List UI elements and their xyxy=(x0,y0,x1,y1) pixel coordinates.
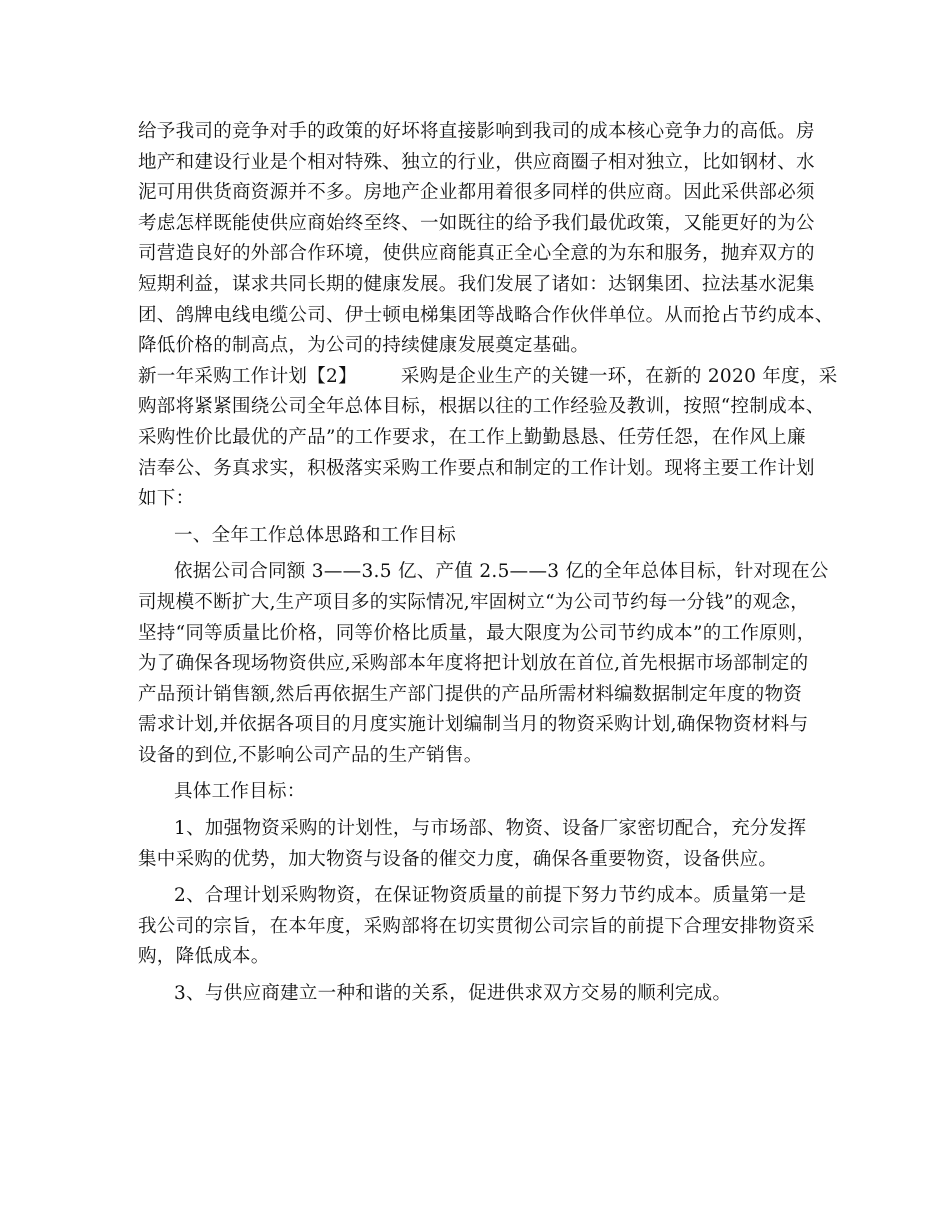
paragraph-one-first-line: 依据公司合同额 3——3.5 亿、产值 2.5——3 亿的全年总体目标，针对现在公 xyxy=(174,561,829,583)
section-intro-text: 采购是企业生产的关键一环，在新的 2020 年度，采 xyxy=(400,365,838,387)
text-line: 购，降低成本。 xyxy=(138,946,270,968)
heading-one: 一、全年工作总体思路和工作目标 xyxy=(174,524,457,546)
text-line: 考虑怎样既能使供应商始终至终、一如既往的给予我们最优政策，又能更好的为公 xyxy=(138,212,815,234)
text-line: 给予我司的竞争对手的政策的好坏将直接影响到我司的成本核心竞争力的高低。房 xyxy=(138,121,815,142)
goals-label: 具体工作目标： xyxy=(174,781,306,803)
section-title: 新一年采购工作计划【2】 xyxy=(138,365,357,387)
section-first-line xyxy=(138,362,838,393)
text-line: 我公司的宗旨，在本年度，采购部将在切实贯彻公司宗旨的前提下合理安排物资采 xyxy=(138,915,815,937)
goal-two-first-line: 2、合理计划采购物资，在保证物资质量的前提下努力节约成本。质量第一是 xyxy=(174,885,807,907)
text-line: 需求计划,并依据各项目的月度实施计划编制当月的物资采购计划,确保物资材料与 xyxy=(138,714,809,736)
text-line: 地产和建设行业是个相对特殊、独立的行业，供应商圈子相对独立，比如钢材、水 xyxy=(138,151,815,173)
text-line: 集中采购的优势，加大物资与设备的催交力度，确保各重要物资，设备供应。 xyxy=(138,848,778,870)
text-line: 泥可用供货商资源并不多。房地产企业都用着很多同样的供应商。因此采供部必须 xyxy=(138,182,815,204)
text-line: 为了确保各现场物资供应,采购部本年度将把计划放在首位,首先根据市场部制定的 xyxy=(138,653,809,675)
text-line: 如下： xyxy=(138,488,195,510)
document-body xyxy=(138,117,838,1010)
text-line: 采购性价比最优的产品”的工作要求，在工作上勤勤恳恳、任劳任怨，在作风上廉 xyxy=(138,426,806,448)
text-line: 司营造良好的外部合作环境，使供应商能真正全心全意的为东和服务，抛弃双方的 xyxy=(138,243,815,265)
text-line: 团、鸽牌电线电缆公司、伊士顿电梯集团等战略合作伙伴单位。从而抢占节约成本、 xyxy=(138,304,834,326)
text-line: 产品预计销售额,然后再依据生产部门提供的产品所需材料编数据制定年度的物资 xyxy=(138,683,803,705)
text-line: 设备的到位,不影响公司产品的生产销售。 xyxy=(138,744,483,766)
text-line: 洁奉公、务真求实，积极落实采购工作要点和制定的工作计划。现将主要工作计划 xyxy=(138,457,815,479)
goal-one-first-line: 1、加强物资采购的计划性，与市场部、物资、设备厂家密切配合，充分发挥 xyxy=(174,818,807,840)
text-line: 坚持“同等质量比价格，同等价格比质量，最大限度为公司节约成本”的工作原则， xyxy=(138,622,816,644)
text-line: 购部将紧紧围绕公司全年总体目标，根据以往的工作经验及教训，按照“控制成本、 xyxy=(138,396,825,418)
text-line: 降低价格的制高点，为公司的持续健康发展奠定基础。 xyxy=(138,335,590,357)
text-line: 短期利益，谋求共同长期的健康发展。我们发展了诸如：达钢集团、拉法基水泥集 xyxy=(138,273,815,295)
text-line: 司规模不断扩大,生产项目多的实际情况,牢固树立“为公司节约每一分钱”的观念， xyxy=(138,591,810,613)
goal-three-line: 3、与供应商建立一种和谐的关系，促进供求双方交易的顺利完成。 xyxy=(174,983,732,1005)
